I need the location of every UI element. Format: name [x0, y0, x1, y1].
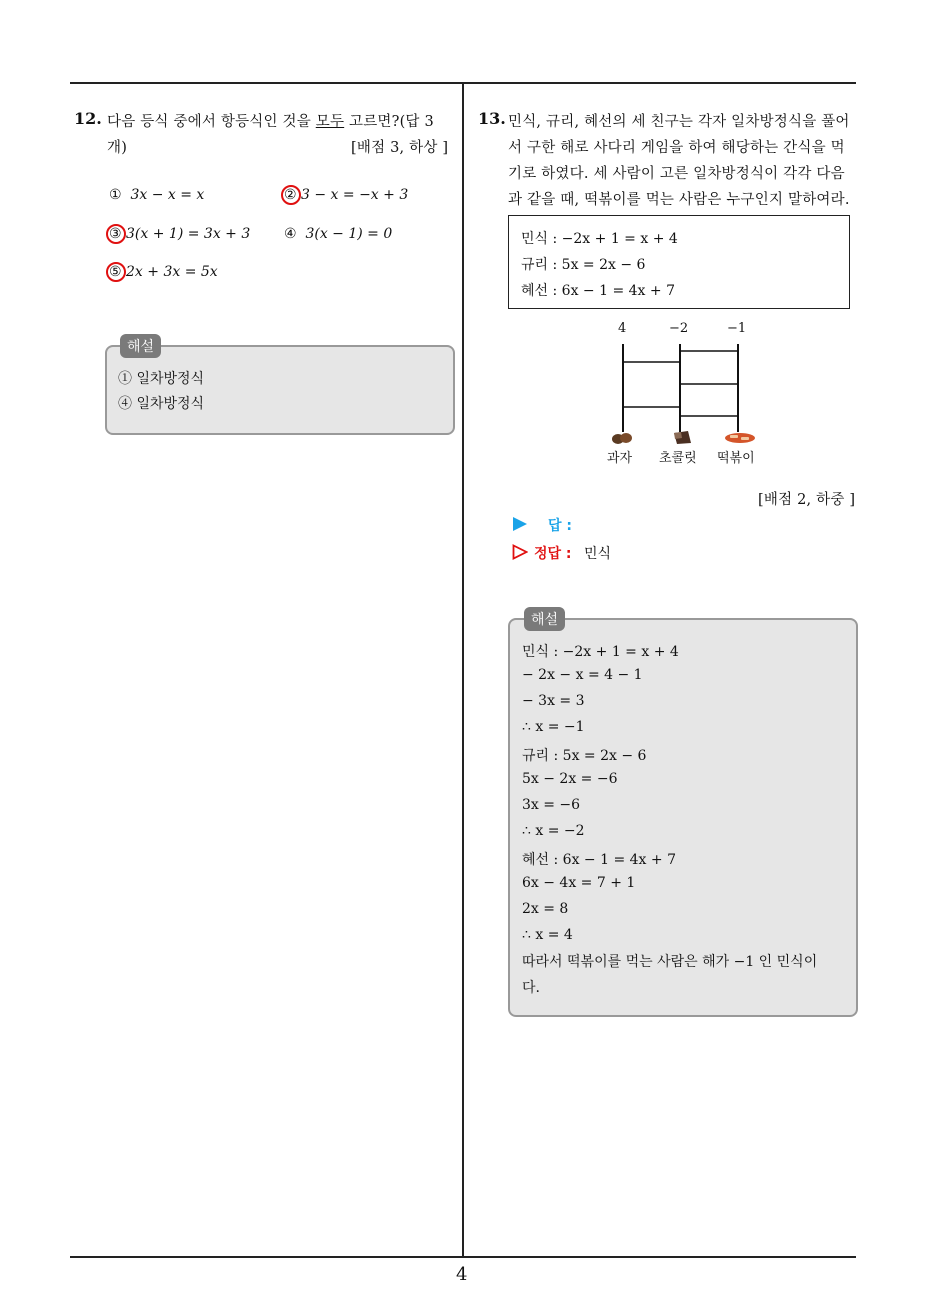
- question-text-line: 개): [107, 140, 128, 156]
- question-text-line: 다음 등식 중에서 항등식인 것을 모두 고르면?(답 3: [107, 114, 434, 130]
- question-text-line: 과 같을 때, 떡볶이를 먹는 사람은 누구인지 말하여라.: [508, 192, 850, 208]
- correct-value: 민식: [584, 546, 612, 562]
- question-text-line: 서 구한 해로 사다리 게임을 하여 해당하는 간식을 먹: [508, 140, 845, 156]
- solution-line: 다.: [522, 980, 540, 996]
- column-divider: [462, 82, 464, 1258]
- solution-line: ∴ x = −1: [522, 719, 585, 735]
- option-1[interactable]: ① 3x − x = x: [109, 187, 205, 203]
- solution-line: 민식 : −2x + 1 = x + 4: [522, 644, 679, 660]
- solution-line: − 3x = 3: [522, 693, 585, 709]
- solution-line: 2x = 8: [522, 901, 569, 917]
- solution-line: 규리 : 5x = 2x − 6: [522, 748, 647, 764]
- equation-line: 규리 : 5x = 2x − 6: [521, 257, 646, 273]
- solution-tag: 해설: [120, 334, 161, 358]
- chocolate-icon: [672, 430, 692, 445]
- ladder-top-label: −2: [669, 321, 689, 336]
- solution-line: 3x = −6: [522, 797, 581, 813]
- solution-line: ∴ x = 4: [522, 927, 573, 943]
- ladder-top-label: 4: [618, 321, 627, 336]
- score-meta: [배점 2, 하중 ]: [758, 492, 856, 508]
- ladder-bottom-label: 떡볶이: [717, 451, 755, 466]
- option-5[interactable]: ⑤ 2x + 3x = 5x: [109, 264, 218, 280]
- bottom-rule: [70, 1256, 856, 1258]
- answer-label: 답 :: [548, 518, 572, 534]
- solution-line: − 2x − x = 4 − 1: [522, 667, 643, 683]
- selected-mark-icon: [106, 224, 126, 244]
- ladder-bottom-label: 초콜릿: [659, 451, 697, 466]
- outline-arrow-icon: [512, 544, 528, 560]
- selected-mark-icon: [106, 262, 126, 282]
- solution-line: 6x − 4x = 7 + 1: [522, 875, 636, 891]
- option-4[interactable]: ④ 3(x − 1) = 0: [284, 226, 393, 242]
- tteokbokki-icon: [724, 431, 756, 444]
- solution-tag: 해설: [524, 607, 565, 631]
- underlined-word: 모두: [315, 114, 345, 130]
- score-meta: [배점 3, 하상 ]: [351, 140, 449, 156]
- cookie-icon: [611, 431, 633, 445]
- question-text-line: 기로 하였다. 세 사람이 고른 일차방정식이 각각 다음: [508, 166, 845, 182]
- ladder-top-label: −1: [727, 321, 747, 336]
- equation-line: 혜선 : 6x − 1 = 4x + 7: [521, 283, 675, 299]
- option-2[interactable]: ② 3 − x = −x + 3: [284, 187, 409, 203]
- solution-line: ∴ x = −2: [522, 823, 585, 839]
- correct-label: 정답 :: [534, 546, 572, 562]
- solution-line: 5x − 2x = −6: [522, 771, 618, 787]
- question-number: 12.: [74, 109, 102, 128]
- ladder-bottom-label: 과자: [607, 451, 633, 466]
- play-arrow-icon: [512, 516, 528, 532]
- equation-line: 민식 : −2x + 1 = x + 4: [521, 231, 678, 247]
- solution-line: ① 일차방정식: [118, 371, 205, 387]
- solution-line: ④ 일차방정식: [118, 396, 205, 412]
- solution-box: [105, 345, 455, 435]
- question-text-line: 민식, 규리, 혜선의 세 친구는 각자 일차방정식을 풀어: [508, 114, 850, 130]
- ladder-diagram: [600, 338, 760, 438]
- question-number: 13.: [478, 109, 506, 128]
- page-number: 4: [456, 1264, 468, 1285]
- solution-line: 혜선 : 6x − 1 = 4x + 7: [522, 852, 676, 868]
- option-3[interactable]: ③ 3(x + 1) = 3x + 3: [109, 226, 251, 242]
- solution-line: 따라서 떡볶이를 먹는 사람은 해가 −1 인 민식이: [522, 954, 818, 970]
- selected-mark-icon: [281, 185, 301, 205]
